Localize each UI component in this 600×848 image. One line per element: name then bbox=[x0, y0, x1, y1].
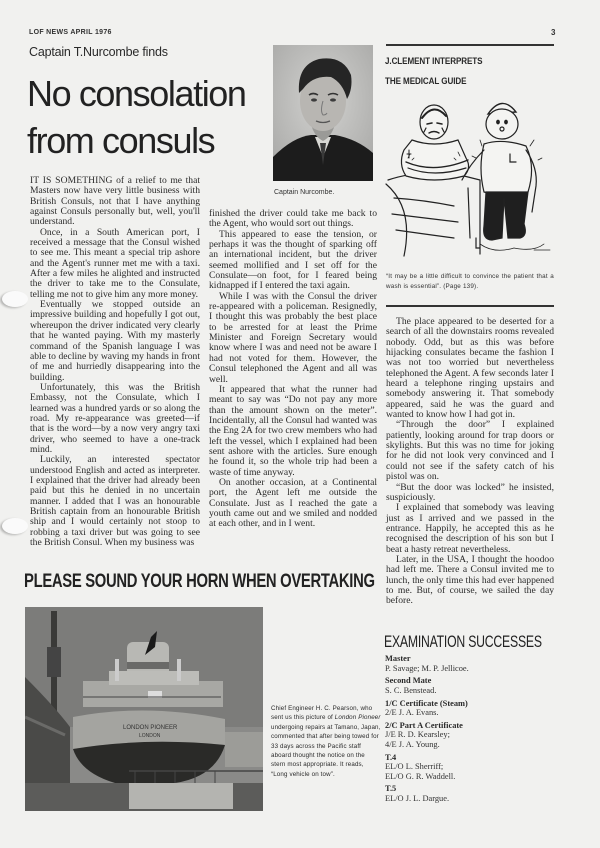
page-number: 3 bbox=[551, 28, 556, 37]
horn-headline: PLEASE SOUND YOUR HORN WHEN OVERTAKING bbox=[24, 571, 375, 592]
article-paragraph: Later, in the USA, I thought the hoodoo had left me. There a Consul invited me to lunch, the only time this had ever happened to me. But, of course, we sailed the day before. bbox=[386, 553, 554, 607]
exam-names: EL/O G. R. Waddell. bbox=[385, 771, 456, 781]
caption-text: Chief Engineer H. C. Pearson, who sent us this picture of bbox=[271, 705, 373, 722]
article-paragraph: It appeared that what the runner had meant to say was “Do not pay any more than the amount shown on the meter”. Incidentally, all the Consul had wanted was the Eng 2A for two crew members who had left the vessel, which I explained had been sent ashore with the articles. Sure enough he found it, so the whole trip had been a waste of time anyway. bbox=[209, 383, 377, 478]
stern-port-text: LONDON bbox=[139, 733, 161, 739]
article-paragraph: Unfortunately, this was the British Embassy, not the Consulate, which I learned was a hundred yards or so along the road. My re-appearance was greeted—if that is the word—by a now very angry taxi driver, who seemed to have a one-track mind. bbox=[30, 381, 200, 455]
exam-names: P. Savage; M. P. Jellicoe. bbox=[385, 663, 469, 673]
exam-successes-list bbox=[385, 654, 585, 807]
punch-hole bbox=[2, 291, 28, 307]
running-head: LOF NEWS APRIL 1976 bbox=[29, 29, 112, 36]
article-paragraph: This appeared to ease the tension, or perhaps it was the thought of sparking off an international incident, but the driver seemed mollified and I set off for the Consulate—on foot, for I feared being kidnapped if I entered the taxi again. bbox=[209, 228, 377, 292]
punch-hole bbox=[2, 518, 28, 534]
portrait-caption: Captain Nurcombe. bbox=[274, 189, 335, 196]
exam-category: Second Mate bbox=[385, 676, 432, 686]
article-paragraph: “But the door was locked” he insisted, suspiciously. bbox=[386, 481, 554, 503]
cartoon-top-rule bbox=[386, 44, 554, 46]
article-headline bbox=[27, 70, 246, 164]
article-paragraph: Eventually we stopped outside an impressive building and hopefully I got out, whereupon the driver indicated very clearly that he wanted paying. With my masterly command of the Spanish language I was able to decline by waving my hands in front of me and hurriedly disappearing into the building. bbox=[30, 299, 200, 383]
ship-photo-caption bbox=[271, 704, 381, 779]
cartoon-title-line-2: THE MEDICAL GUIDE bbox=[385, 76, 467, 87]
stern-name-text: LONDON PIONEER bbox=[123, 725, 178, 731]
article-paragraph: I explained that somebody was leaving just as I arrived and we passed in the entrance. Happily, he accepted this as he recognised the description of his son but I beat a hasty retreat nevertheless. bbox=[386, 502, 554, 555]
portrait-image bbox=[273, 45, 373, 181]
exam-names: EL/O L. Sherriff; bbox=[385, 762, 444, 772]
exam-group bbox=[385, 721, 585, 750]
cartoon-title bbox=[385, 52, 482, 92]
caption-text: undergoing repairs at Tamano, Japan, commented that after being towed for 33 days across the Pacific staff aboard thought the notice on the stern most appropriate. It reads, “Long vehicle on tow”. bbox=[271, 723, 381, 778]
exam-group bbox=[385, 676, 585, 695]
captain-portrait-photo bbox=[273, 45, 373, 181]
exam-category: T.5 bbox=[385, 784, 397, 794]
headline-line-1: No consolation bbox=[27, 73, 246, 114]
cartoon-title-line-1: J.CLEMENT INTERPRETS bbox=[385, 56, 483, 67]
cartoon-caption: “It may be a little difficult to convince the patient that a wash is essential”. (Page 139). bbox=[386, 273, 554, 290]
article-paragraph: Luckily, an interested spectator understood English and acted as interpreter. I explained that the driver had already been paid but this he denied in no uncertain manner. I added that I was an honourable British captain from an honourable British ship and I would certainly not stoop to robbing a taxi driver but was going to see the British Consul. When my business was bbox=[30, 454, 200, 549]
article-paragraph: Once, in a South American port, I received a message that the Consul wished to see me. This meant a special trip ashore and the Agent's runner met me with a taxi. After a few miles he alighted and instructed the driver to take me to the Consulate, telling me not to give him any more money. bbox=[30, 226, 200, 300]
article-column-3 bbox=[386, 317, 554, 607]
exam-names: 2/E J. A. Evans. bbox=[385, 708, 439, 718]
exam-category: 2/C Part A Certificate bbox=[385, 720, 463, 730]
london-pioneer-ship-photo bbox=[25, 607, 263, 811]
exam-category: Master bbox=[385, 654, 411, 663]
headline-line-2: from consuls bbox=[27, 120, 215, 161]
article-paragraph: While I was with the Consul the driver re-appeared with a policeman. Resignedly, I thought this was probably the best place to be arrested for at least the Prime Minister and Foreign Secretary would know where I was and need not be aware I had not voted for them. However, the Consul telephoned the Agent and all was well. bbox=[209, 290, 377, 385]
exam-names: S. C. Benstead. bbox=[385, 685, 437, 695]
exam-names: J/E R. D. Kearsley; bbox=[385, 730, 450, 740]
exam-group bbox=[385, 654, 585, 673]
exam-category: T.4 bbox=[385, 752, 397, 762]
article-paragraph: “Through the door” I explained patiently, looking around for trap doors or skylights. But this was no time for joking for he did not look very convinced and I could not see if the safety catch of his pistol was on. bbox=[386, 419, 554, 483]
cartoon-drawing bbox=[384, 88, 556, 258]
exam-names: EL/O J. L. Dargue. bbox=[385, 793, 450, 803]
exam-successes-title: EXAMINATION SUCCESSES bbox=[384, 632, 542, 651]
article-paragraph: On another occasion, at a Continental port, the Agent left me outside the Consulate. Just as I reached the gate a youth came out and we smiled and nodded at each other, and in I went. bbox=[209, 476, 377, 530]
exam-category: 1/C Certificate (Steam) bbox=[385, 698, 468, 708]
cartoon-bottom-rule bbox=[386, 305, 554, 307]
article-paragraph: finished the driver could take me back to the Agent, who would sort out things. bbox=[209, 208, 377, 230]
article-kicker: Captain T.Nurcombe finds bbox=[29, 45, 168, 59]
article-paragraph: The place appeared to be deserted for a search of all the downstairs rooms revealed nobody. Odd, but as this was before hijacking consulates became the fashion I was not too worried but nevertheless telephoned the Agent. A few seconds later I heard a telephone ringing upstairs and somebody answering it. That somebody appeared, said he was the guard and wanted to know how I had got in. bbox=[386, 316, 554, 421]
ship-image bbox=[25, 607, 263, 811]
article-column-1 bbox=[30, 176, 200, 548]
lead-caps: IT IS SOMETHING bbox=[30, 175, 113, 186]
lead-text: of a relief to me that Masters now have very little business with British Consuls, not that I have anything against Consuls personally but, well, you'll understand. bbox=[30, 175, 200, 228]
exam-group bbox=[385, 753, 585, 782]
article-column-2 bbox=[209, 209, 377, 530]
medical-cartoon-illustration bbox=[384, 88, 556, 258]
exam-group bbox=[385, 784, 585, 803]
article-paragraph bbox=[30, 176, 200, 228]
exam-names: 4/E J. A. Young. bbox=[385, 739, 440, 749]
ship-name: London Pioneer bbox=[334, 714, 381, 722]
exam-group bbox=[385, 699, 585, 718]
